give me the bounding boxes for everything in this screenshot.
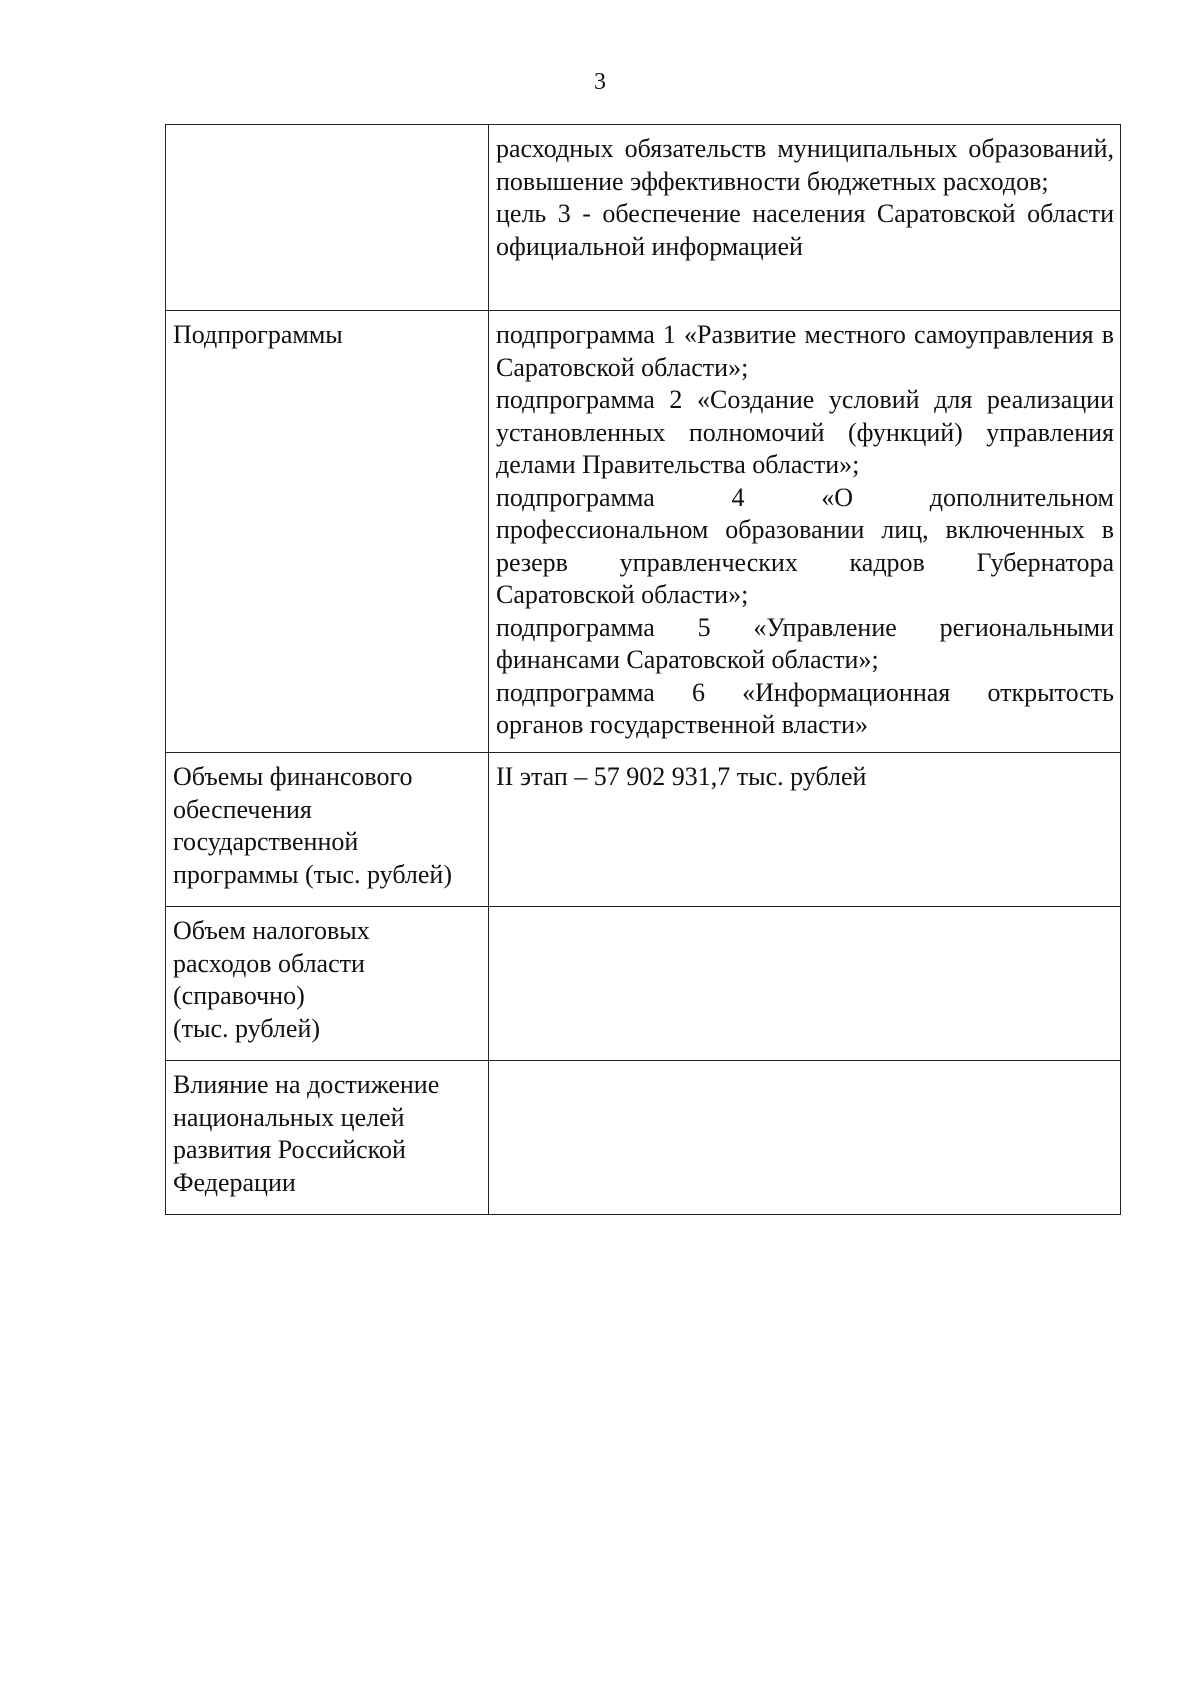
subprogram-6-text: подпрограмма 6 «Информационная открытость органов государственной власти» — [496, 677, 1114, 739]
row-label-cell — [166, 753, 489, 907]
tax-expenses-label-line: (справочно) — [173, 981, 305, 1010]
row-label-cell — [166, 1061, 489, 1215]
table-row — [166, 753, 1121, 907]
page-number: 3 — [594, 69, 606, 95]
row-value-cell — [489, 907, 1121, 1061]
table-row — [166, 907, 1121, 1061]
subprogram-4-text: подпрограмма 4 «О дополнительном профессиональном образовании лиц, включенных в резерв управленческих кадров Губернатора Саратовской области»; — [496, 482, 1114, 609]
national-goals-label-line: Влияние на достижение — [173, 1070, 440, 1099]
financing-label-line: программы (тыс. рублей) — [173, 859, 453, 889]
subprograms-label: Подпрограммы — [173, 320, 343, 349]
national-goals-label-line: национальных целей — [173, 1102, 405, 1132]
row-value-cell — [489, 1061, 1121, 1215]
row-label-cell — [166, 907, 489, 1061]
subprogram-1-text: подпрограмма 1 «Развитие местного самоуправления в Саратовской области»; — [496, 320, 1114, 382]
table-row — [166, 125, 1121, 311]
goals-continuation-text: расходных обязательств муниципальных образований, повышение эффективности бюджетных расходов; — [496, 134, 1114, 196]
national-goals-label-line: Федерации — [173, 1167, 296, 1197]
goal-3-text: цель 3 - обеспечение населения Саратовской области официальной информацией — [496, 199, 1114, 261]
row-label-cell — [166, 125, 489, 311]
row-label-cell — [166, 311, 489, 753]
tax-expenses-label-line: (тыс. рублей) — [173, 1013, 321, 1043]
financing-label-line: Объемы финансового — [173, 762, 413, 791]
subprogram-2-text: подпрограмма 2 «Создание условий для реализации установленных полномочий (функций) управления делами Правительства области»; — [496, 385, 1114, 479]
row-value-cell — [489, 753, 1121, 907]
financing-label-line: государственной — [173, 827, 359, 856]
table-row — [166, 311, 1121, 753]
national-goals-label-line: развития Российской — [173, 1135, 406, 1164]
row-value-cell — [489, 125, 1121, 311]
financing-value-text: II этап – 57 902 931,7 тыс. рублей — [496, 762, 867, 791]
table-row — [166, 1061, 1121, 1215]
program-passport-table — [165, 124, 1121, 1215]
tax-expenses-label-line: расходов области — [173, 948, 365, 978]
row-value-cell — [489, 311, 1121, 753]
financing-label-line: обеспечения — [173, 794, 312, 824]
subprogram-5-text: подпрограмма 5 «Управление региональными финансами Саратовской области»; — [496, 612, 1114, 674]
tax-expenses-label-line: Объем налоговых — [173, 916, 370, 945]
